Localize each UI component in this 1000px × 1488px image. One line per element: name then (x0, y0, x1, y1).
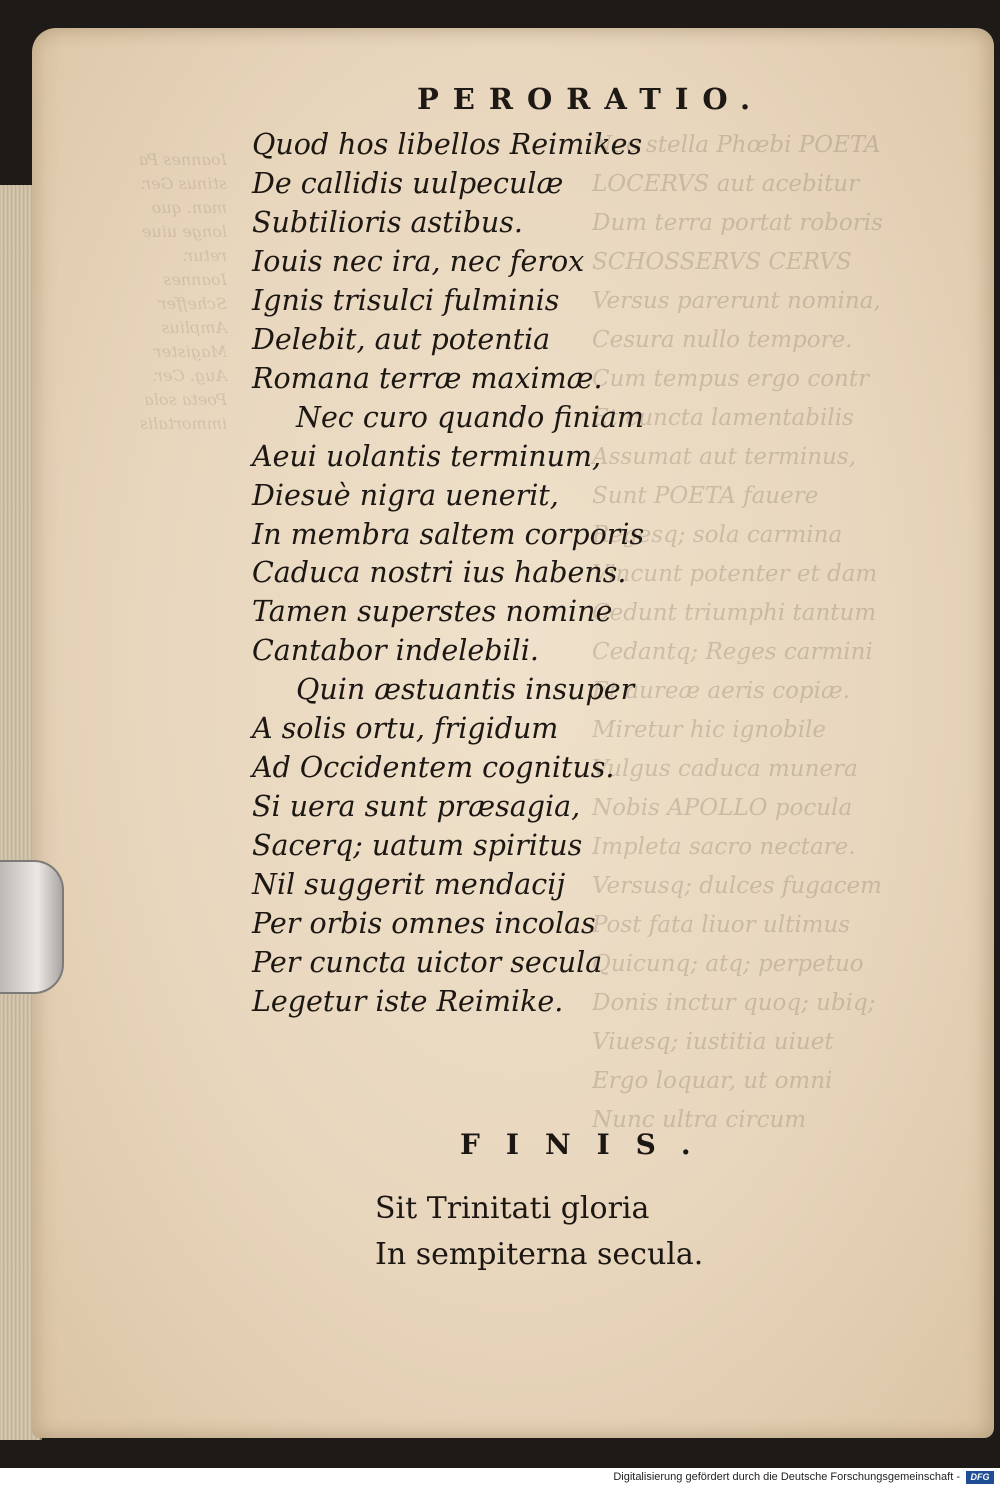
verse-line: Delebit, aut potentia (252, 322, 551, 356)
verse-line: Diesuè nigra uenerit, (252, 478, 559, 512)
show-through-line: Cesura nullo tempore. (592, 327, 853, 353)
verse-line: Cantabor indelebili. (252, 634, 539, 668)
verse-line: A solis ortu, frigidum (252, 712, 559, 746)
show-through-line: Cedunt triumphi tantum (592, 600, 877, 626)
verse-line: Ad Occidentem cognitus. (252, 751, 615, 785)
verse-line: Subtilioris astibus. (252, 205, 523, 239)
show-through-line: Ergo loquar, ut omni (592, 1068, 833, 1094)
verse-line: Aeui uolantis terminum, (252, 439, 602, 473)
show-through-line: Et aureæ aeris copiæ. (592, 678, 850, 704)
show-through-line: Vincunt potenter et dam (592, 561, 878, 587)
doxology-line: Sit Trinitati gloria (375, 1191, 650, 1226)
verse-line: Iouis nec ira, nec ferox (252, 244, 585, 278)
show-through-margin-line: Magister (153, 342, 227, 361)
verse-line: Tamen superstes nomine (252, 595, 613, 629)
show-through-line: Impleta sacro nectare. (592, 834, 856, 860)
verse-line: Per orbis omnes incolas (252, 907, 596, 941)
show-through-margin-line: Amplius (161, 318, 227, 337)
show-through-line: Viuesq; iustitia uiuet (592, 1029, 834, 1055)
show-through-line: Donis inctur quoq; ubiq; (592, 990, 876, 1016)
verse-line: Quin æstuantis insuper (296, 673, 635, 707)
poem-text (252, 126, 672, 1022)
show-through-line: Quicunq; atq; perpetuo (592, 951, 864, 977)
digitization-footer (0, 1468, 1000, 1488)
show-through-line: Nobis APOLLO pocula (592, 795, 853, 821)
show-through-margin-line: Ioannes Pa (138, 150, 227, 169)
show-through-marginalia (92, 148, 227, 436)
show-through-line: Regesq; sola carmina (592, 522, 843, 548)
verse-line: Quod hos libellos Reimikes (252, 128, 643, 161)
show-through-margin-line: stinus Ger. (140, 174, 227, 193)
show-through-line: Nunc ultra circum (592, 1107, 807, 1133)
book-page (32, 28, 994, 1438)
verse-line: Si uera sunt præsagia, (252, 790, 581, 824)
verse-line: Per cuncta uictor secula (252, 946, 603, 980)
show-through-line: Nec stella Phœbi POETA (592, 132, 881, 158)
show-through-line: Sunt POETA fauere (592, 483, 819, 509)
show-through-line: Post fata liuor ultimus (592, 912, 851, 938)
verse-line: In membra saltem corporis (252, 517, 645, 551)
show-through-margin-line: Ioannes (163, 270, 227, 289)
show-through-margin-line: immortalis (139, 414, 227, 433)
verse-line: Sacerq; uatum spiritus (252, 829, 583, 863)
funding-credit: Digitalisierung gefördert durch die Deutsche Forschungsgemeinschaft - (613, 1471, 960, 1483)
verse-line: Caduca nostri ius habens. (252, 556, 627, 590)
show-through-line: Et cuncta lamentabilis (592, 405, 854, 431)
show-through-margin-line: Aug. Cer. (152, 366, 227, 385)
show-through-line: SCHOSSERVS CERVS (592, 249, 852, 275)
verse-line: Nec curo quando finiam (296, 400, 644, 434)
finis-heading: FINIS. (460, 1128, 717, 1161)
show-through-line: Assumat aut terminus, (592, 444, 856, 470)
verse-line: Nil suggerit mendacij (252, 868, 566, 902)
show-through-line: Dum terra portat roboris (592, 210, 883, 236)
verse-line: Romana terræ maximæ. (252, 361, 603, 395)
verse-line: Legetur iste Reimike. (252, 984, 564, 1018)
page-clip (0, 860, 64, 994)
doxology-line: In sempiterna secula. (375, 1237, 704, 1272)
show-through-margin-line: longe uiue (141, 222, 227, 241)
show-through-line: LOCERVS aut acebitur (592, 171, 860, 197)
show-through-line: Miretur hic ignobile (592, 717, 827, 743)
show-through-line: Cum tempus ergo contr (592, 366, 870, 392)
show-through-line: Cedantq; Reges carmini (592, 639, 873, 665)
show-through-line: Versus parerunt nomina, (592, 288, 881, 314)
show-through-line: Versusq; dulces fugacem (592, 873, 882, 899)
show-through-margin-line: Poeta sola (144, 390, 227, 409)
running-head: PERORATIO. (417, 82, 765, 116)
show-through-margin-line: retur. (182, 246, 227, 265)
show-through-line: Vulgus caduca munera (592, 756, 858, 782)
dfg-logo: DFG (966, 1471, 994, 1484)
show-through-margin-line: Scheffer (158, 294, 227, 313)
show-through-margin-line: man. quo (151, 198, 227, 217)
verse-line: Ignis trisulci fulminis (252, 283, 560, 317)
verse-line: De callidis uulpeculæ (252, 166, 564, 200)
doxology (375, 1186, 703, 1278)
